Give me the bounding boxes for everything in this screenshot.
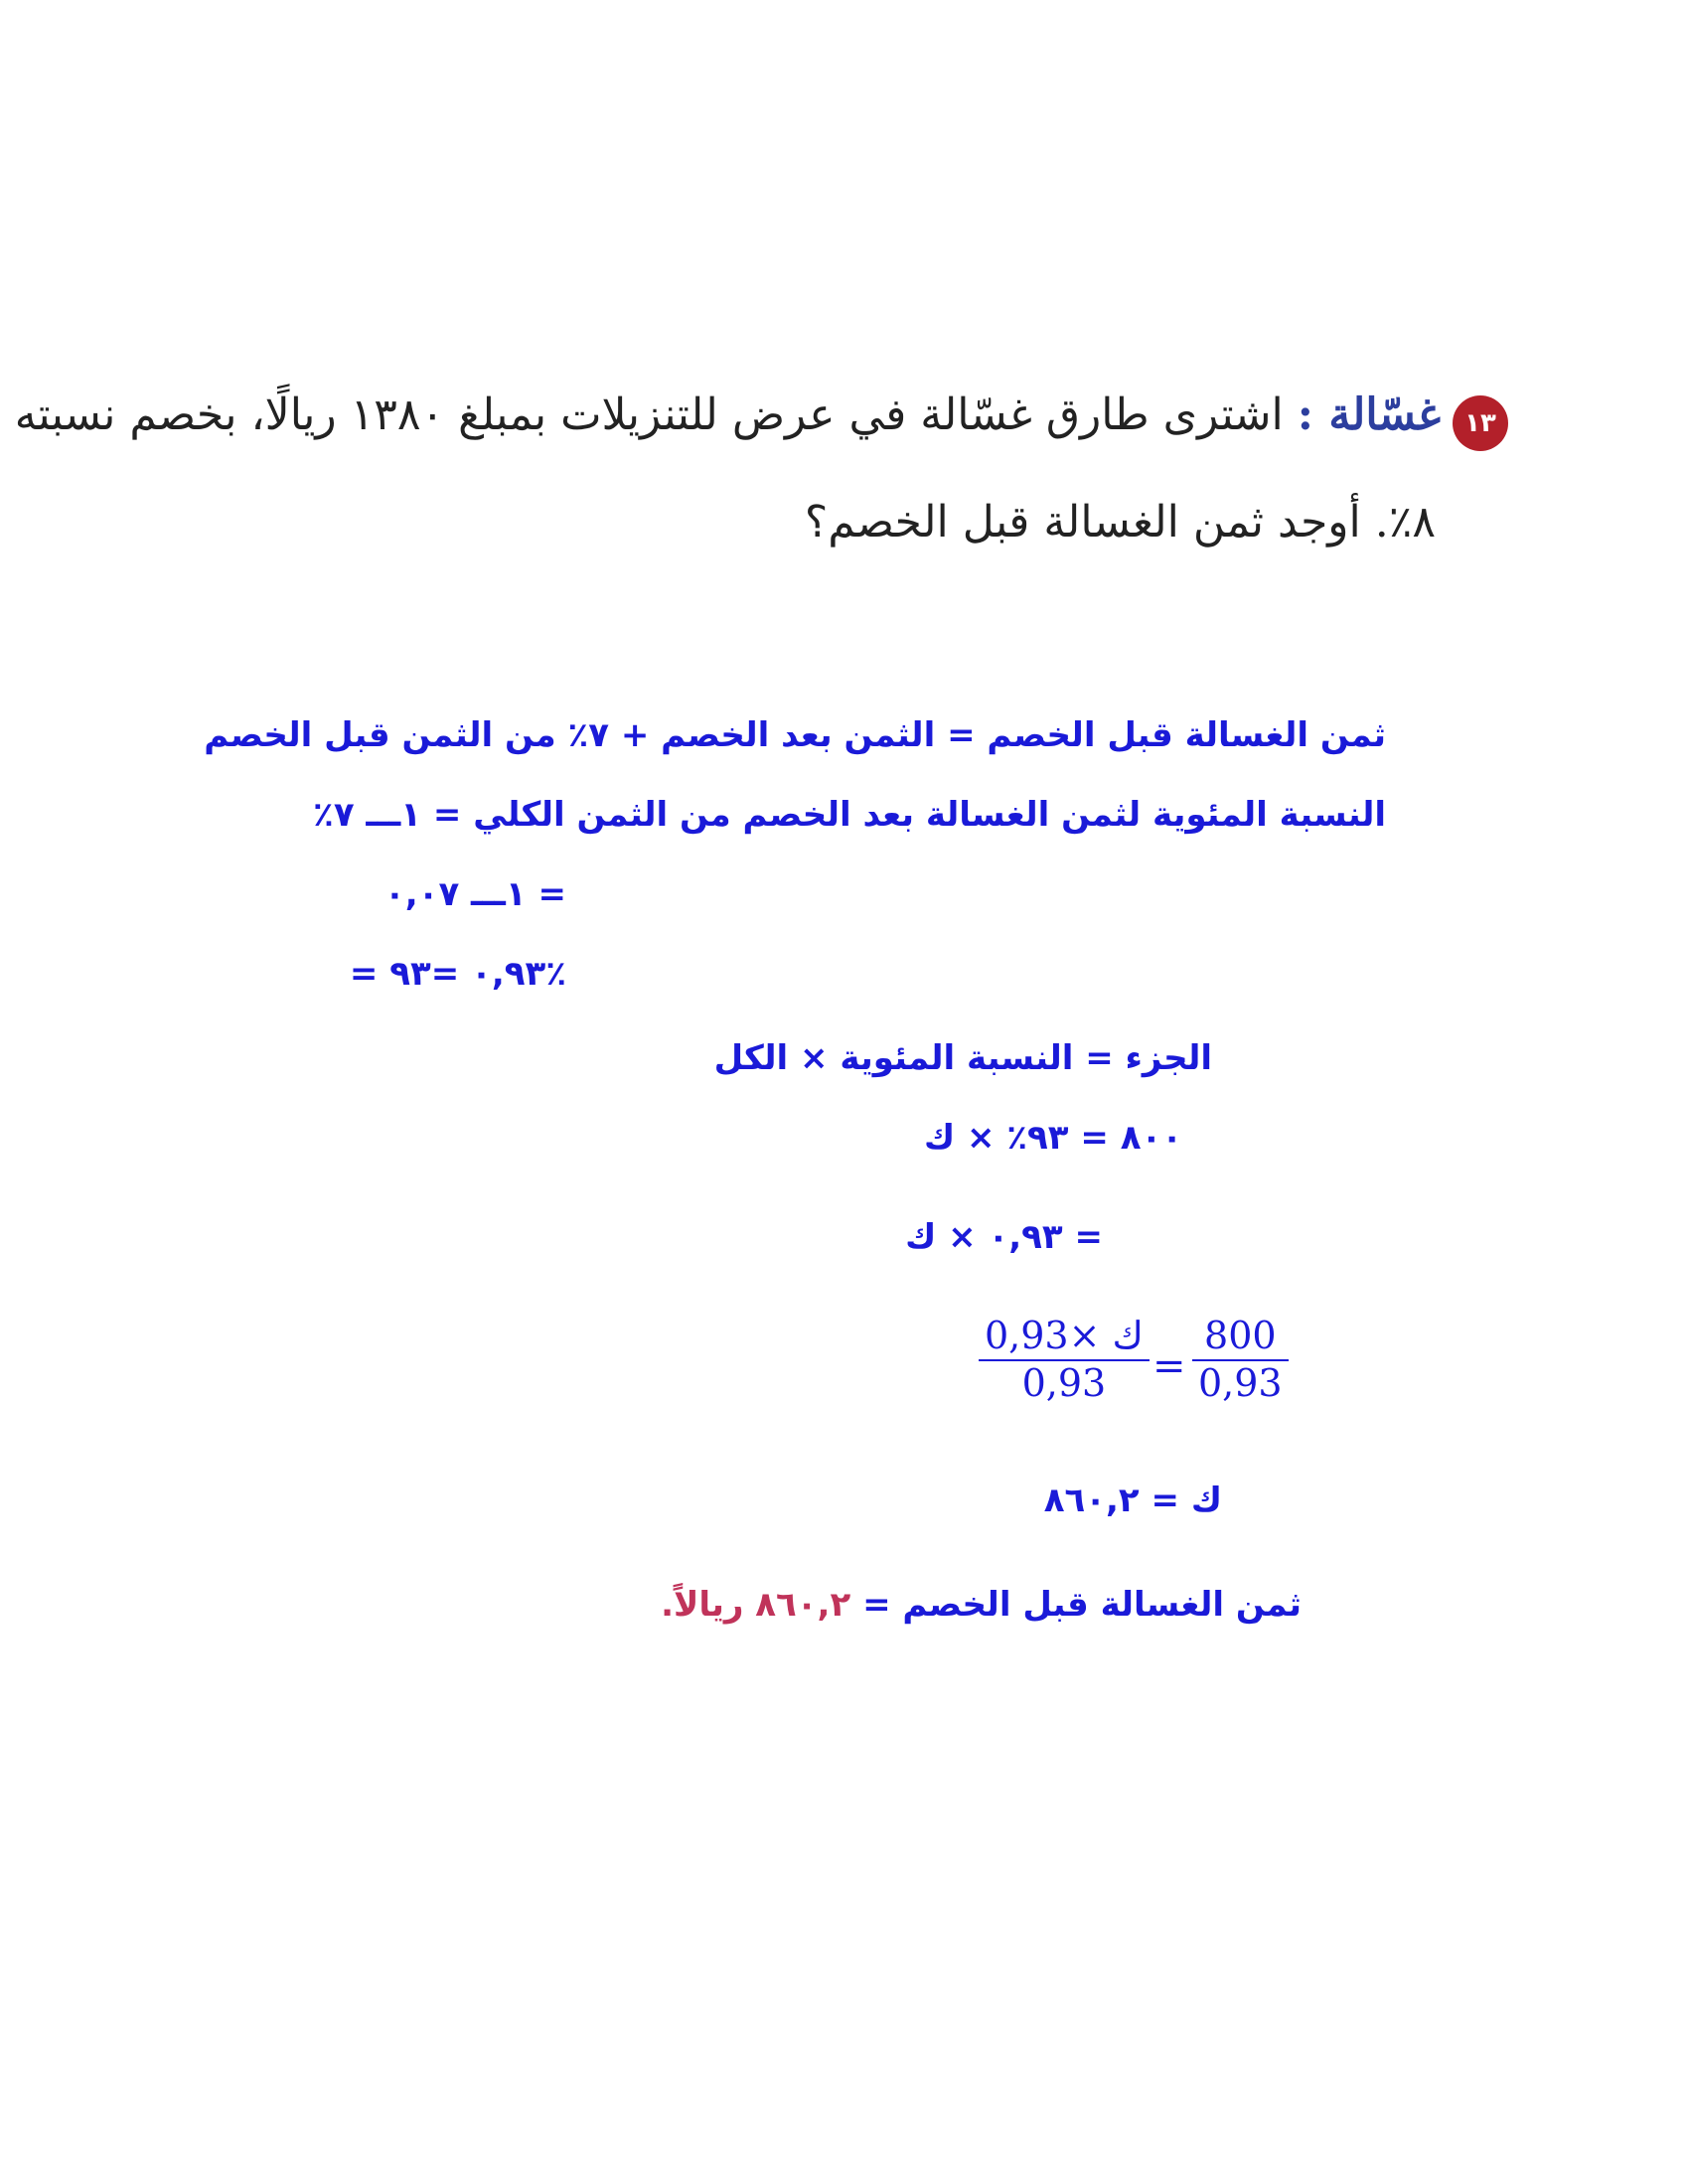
solution-line-3: = ١ـــ ٠,٠٧ xyxy=(384,874,566,914)
fraction-numerator: 800 xyxy=(1204,1314,1277,1357)
solution-line-6: ٨٠٠ = ٩٣٪ × ك xyxy=(923,1118,1182,1158)
final-answer xyxy=(661,1585,1302,1625)
question-text-2: ٨٪. أوجد ثمن الغسالة قبل الخصم؟ xyxy=(804,497,1436,547)
solution-line-7: = ٠,٩٣ × ك xyxy=(905,1217,1103,1257)
fraction-denominator: 0,93 xyxy=(1021,1360,1107,1405)
fraction-left-side xyxy=(1192,1314,1289,1406)
question-topic: غسّالة : xyxy=(1297,390,1441,440)
fraction-numerator: 0,93× ك xyxy=(985,1314,1144,1357)
solution-line-5: الجزء = النسبة المئوية × الكل xyxy=(713,1038,1212,1078)
solution-line-8: ك = ٨٦٠,٢ xyxy=(1043,1481,1222,1520)
final-answer-value: ٨٦٠,٢ ريالاً. xyxy=(661,1585,851,1625)
fraction-right-side xyxy=(979,1314,1150,1406)
equals-sign: = xyxy=(1152,1343,1186,1389)
question-line-1 xyxy=(15,390,1441,440)
question-text-1: اشترى طارق غسّالة في عرض للتنزيلات بمبلغ ١٣٨٠ ريالًا، بخصم نسبته xyxy=(14,390,1284,440)
question-line-2 xyxy=(805,497,1436,547)
question-number-badge: ١٣ xyxy=(1453,395,1508,451)
solution-line-2: النسبة المئوية لثمن الغسالة بعد الخصم من الثمن الكلي = ١ـــ ٧٪ xyxy=(313,795,1386,835)
fraction-denominator: 0,93 xyxy=(1198,1360,1283,1405)
solution-line-4: = ٠,٩٣ =٩٣٪ xyxy=(349,954,566,994)
final-answer-label: ثمن الغسالة قبل الخصم = xyxy=(862,1585,1302,1625)
solution-line-1: ثمن الغسالة قبل الخصم = الثمن بعد الخصم + ٧٪ من الثمن قبل الخصم xyxy=(204,715,1386,755)
